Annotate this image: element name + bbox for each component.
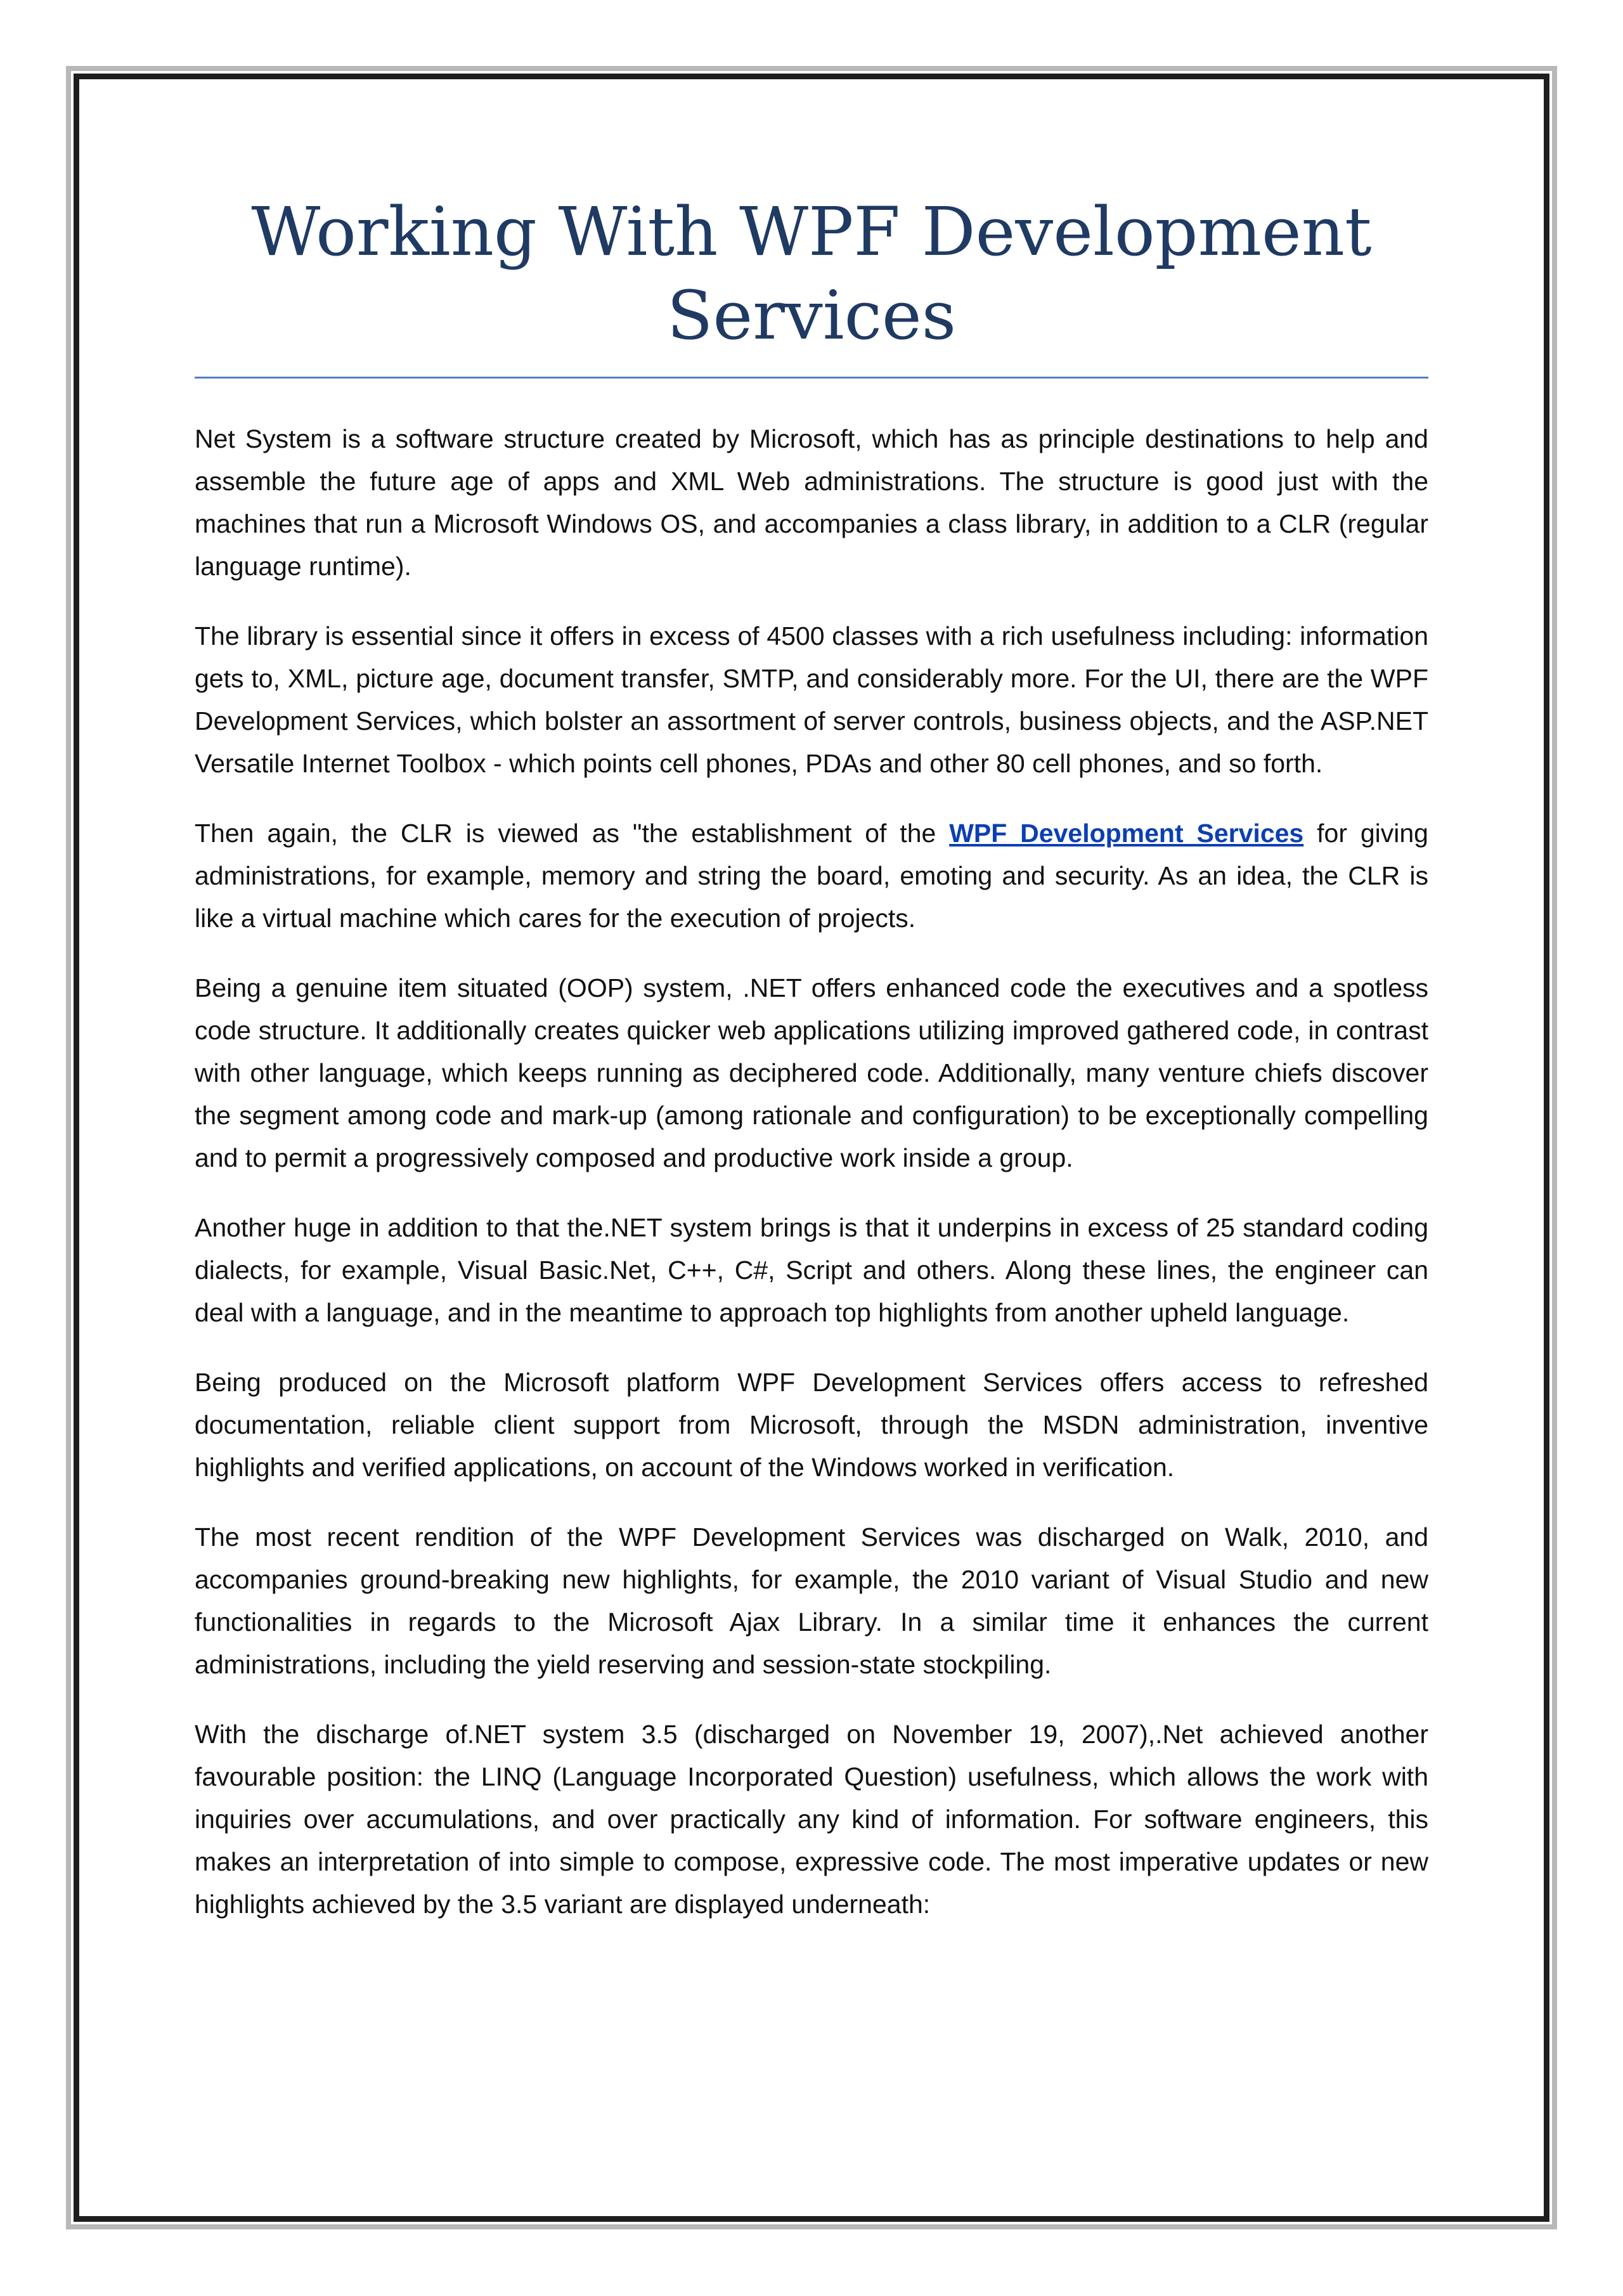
paragraph-7: The most recent rendition of the WPF Development Services was discharged on Walk, 2010, and accompanies ground-breaking new highlights, for example, the 2010 variant of Visual Studio and new functionalities in regards to the Microsoft Ajax Library. In a similar time it enhances the current administrations, including the yield reserving and session-state stockpiling. [195,1522,1428,1679]
paragraph-2: The library is essential since it offers in excess of 4500 classes with a rich usefulness including: information gets to, XML, picture age, document transfer, SMTP, and considerably more. For the UI, there are the WPF Development Services, which bolster an assortment of server controls, business objects, and the ASP.NET Versatile Internet Toolbox - which points cell phones, PDAs and other 80 cell phones, and so forth. [195,621,1428,778]
paragraph-3-text-after: for giving administrations, for example, memory and string the board, emoting and security. As an idea, the CLR is like a virtual machine which cares for the execution of projects. [195,819,1428,933]
paragraph-5: Another huge in addition to that the.NET system brings is that it underpins in excess of 25 standard coding dialects, for example, Visual Basic.Net, C++, C#, Script and others. Along these lines, the engineer can deal with a language, and in the meantime to approach top highlights from another upheld language. [195,1213,1428,1327]
paragraph-4: Being a genuine item situated (OOP) system, .NET offers enhanced code the executives and a spotless code structure. It additionally creates quicker web applications utilizing improved gathered code, in contrast with other language, which keeps running as deciphered code. Additionally, many venture chiefs discover the segment among code and mark-up (among rationale and configuration) to be exceptionally compelling and to permit a progressively composed and productive work inside a group. [195,973,1428,1172]
document-title: Working With WPF Development Services [251,193,1372,354]
paragraph-3-text-before: Then again, the CLR is viewed as "the establishment of the [195,819,950,848]
paragraph-6: Being produced on the Microsoft platform WPF Development Services offers access to refreshed documentation, reliable client support from Microsoft, through the MSDN administration, inventive highlights and verified applications, on account of the Windows worked in verification. [195,1368,1428,1482]
paragraph-1: Net System is a software structure created by Microsoft, which has as principle destinations to help and assemble the future age of apps and XML Web administrations. The structure is good just with the machines that run a Microsoft Windows OS, and accompanies a class library, in addition to a CLR (regular language runtime). [195,424,1428,581]
wpf-development-services-link[interactable]: WPF Development Services [949,819,1304,848]
document-body [195,190,1428,1953]
paragraph-3 [195,812,1428,940]
paragraph-8: With the discharge of.NET system 3.5 (discharged on November 19, 2007),.Net achieved another favourable position: the LINQ (Language Incorporated Question) usefulness, which allows the work with inquiries over accumulations, and over practically any kind of information. For software engineers, this makes an interpretation of into simple to compose, expressive code. The most imperative updates or new highlights achieved by the 3.5 variant are displayed underneath: [195,1720,1428,1919]
title-divider [195,377,1428,379]
